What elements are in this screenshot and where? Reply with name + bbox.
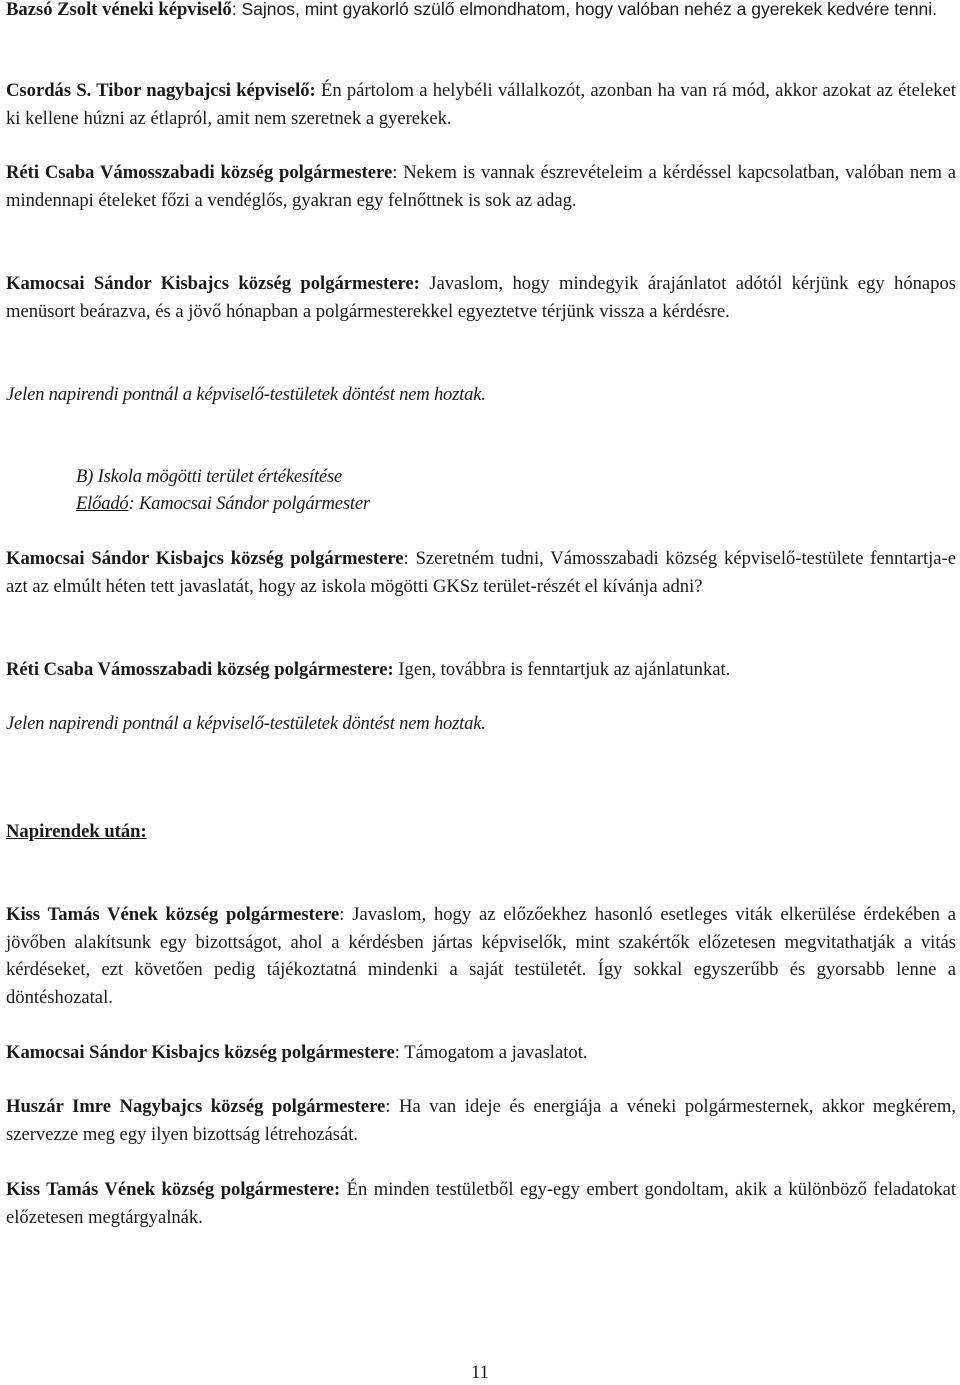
- speaker-name: Réti Csaba Vámosszabadi község polgármestere:: [6, 659, 394, 680]
- speech-text: Igen, továbbra is fenntartjuk az ajánlatunkat.: [393, 659, 731, 680]
- speech-paragraph: [6, 77, 956, 132]
- agenda-item-presenter: [76, 490, 370, 518]
- speaker-name: Kamocsai Sándor Kisbajcs község polgármestere: [6, 1042, 395, 1063]
- speech-paragraph: [6, 656, 956, 684]
- speech-text: Én pártolom a helybéli vállalkozót, azonban ha van rá mód, akkor azokat az ételeket ki kellene húzni az étlapról, amit nem szeretnek a gyerekek.: [6, 80, 956, 129]
- decision-note: Jelen napirendi pontnál a képviselő-testületek döntést nem hoztak.: [6, 384, 486, 405]
- speech-paragraph: [6, 901, 956, 1011]
- speaker-name: Bazsó Zsolt véneki képviselő: [6, 0, 232, 20]
- page-number: 11: [471, 1362, 489, 1383]
- speaker-name: Kamocsai Sándor Kisbajcs község polgármestere:: [6, 273, 420, 294]
- presenter-label: Előadó: [76, 493, 129, 514]
- speaker-name: Huszár Imre Nagybajcs község polgármestere: [6, 1096, 386, 1117]
- speaker-name: Kamocsai Sándor Kisbajcs község polgármestere: [6, 548, 404, 569]
- speech-text: : Támogatom a javaslatot.: [394, 1042, 588, 1063]
- decision-note: Jelen napirendi pontnál a képviselő-testületek döntést nem hoztak.: [6, 713, 486, 734]
- speaker-name: Kiss Tamás Vének község polgármestere:: [6, 1179, 341, 1200]
- speech-paragraph: [6, 1039, 956, 1067]
- speech-text: Én minden testületből egy-egy embert gondoltam, akik a különböző feladatokat előzetesen megtárgyalnák.: [6, 1179, 956, 1228]
- speech-paragraph: [6, 1093, 956, 1148]
- speech-text: : Sajnos, mint gyakorló szülő elmondhatom, hogy valóban nehéz a gyerekek kedvére tenni.: [231, 0, 938, 19]
- speech-text: : Nekem is vannak észrevételeim a kérdéssel kapcsolatban, valóban nem a mindennapi ételeket főzi a vendéglős, gyakran egy felnőttnek is sok az adag.: [6, 162, 956, 211]
- speech-paragraph: [6, 270, 956, 325]
- speaker-name: Csordás S. Tibor nagybajcsi képviselő:: [6, 80, 316, 101]
- speech-text: : Ha van ideje és energiája a véneki polgármesternek, akkor megkérem, szervezze meg egy ilyen bizottság létrehozását.: [6, 1096, 956, 1145]
- speech-text: Javaslom, hogy mindegyik árajánlatot adótól kérjünk egy hónapos menüsort beárazva, és a jövő hónapban a polgármesterekkel egyeztetve térjünk vissza a kérdésre.: [6, 273, 956, 322]
- agenda-item-title: B) Iskola mögötti terület értékesítése: [76, 466, 343, 487]
- speech-paragraph: [6, 0, 956, 24]
- speaker-name: Réti Csaba Vámosszabadi község polgármestere: [6, 162, 393, 183]
- speech-paragraph: [6, 1176, 956, 1231]
- speech-text: : Javaslom, hogy az előzőekhez hasonló esetleges viták elkerülése érdekében a jövőben alakítsunk egy bizottságot, ahol a kérdésben jártas képviselők, mint szakértők előzetesen megvitathatják a vitás kérdéseket, ezt követően pedig tájékoztatná mindenki a saját testületét. Így sokkal egyszerűbb és gyorsabb lenne a döntéshozatal.: [6, 904, 956, 1008]
- speech-paragraph: [6, 545, 956, 600]
- speech-paragraph: [6, 159, 956, 214]
- speaker-name: Kiss Tamás Vének község polgármestere: [6, 904, 340, 925]
- presenter-name: : Kamocsai Sándor polgármester: [128, 493, 370, 514]
- speech-text: : Szeretném tudni, Vámosszabadi község képviselő-testülete fenntartja-e azt az elmúlt héten tett javaslatát, hogy az iskola mögötti GKSz terület-részét el kívánja adni?: [6, 548, 956, 597]
- section-heading: Napirendek után:: [6, 821, 147, 842]
